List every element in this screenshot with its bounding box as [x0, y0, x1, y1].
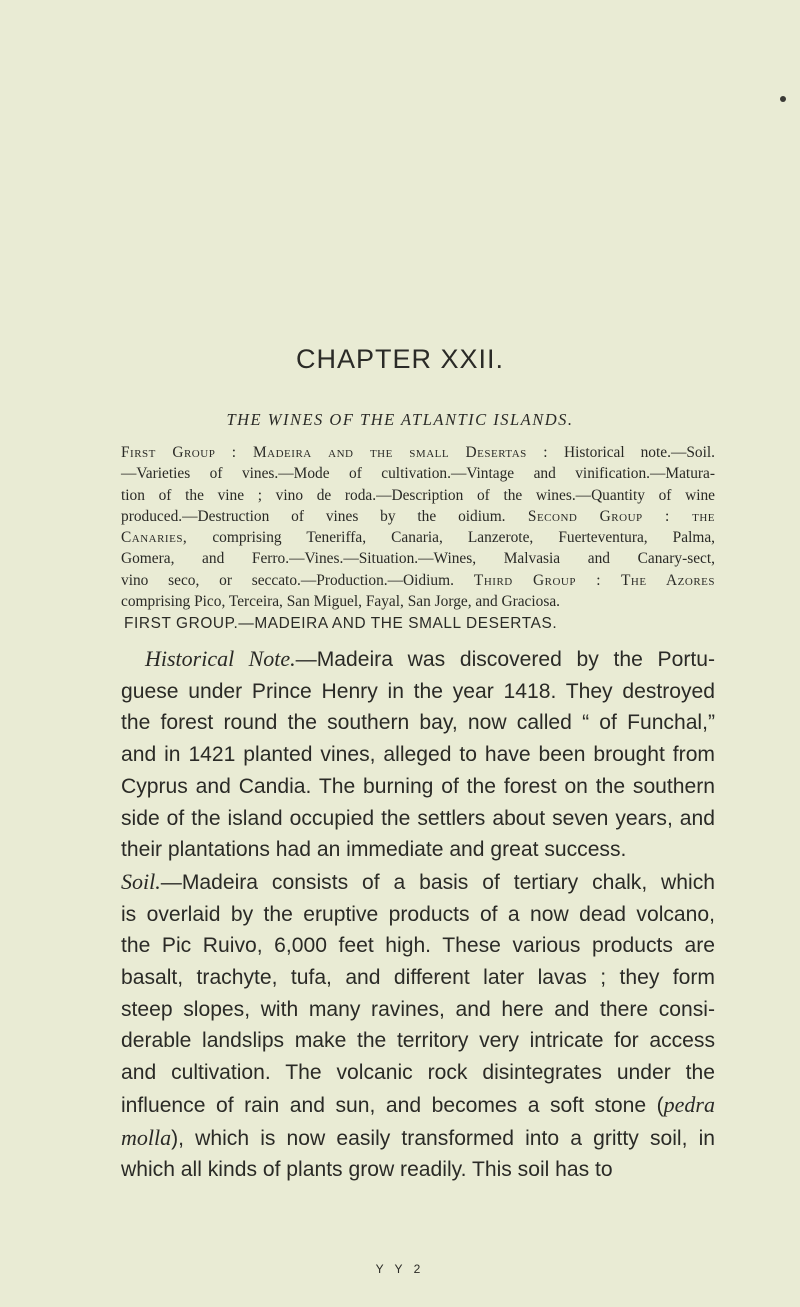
- body-line: [121, 1122, 715, 1155]
- body-line: [121, 1057, 715, 1089]
- summary-line-segment: produced.—Destruction of vines by the oidium.: [121, 507, 506, 525]
- body-line-segment: ), which is now easily transformed into a gritty soil, in: [171, 1126, 715, 1150]
- body-line: [121, 1154, 715, 1186]
- body-line: [121, 803, 715, 835]
- summary-line: [121, 463, 715, 484]
- body-line-segment: side of the island occupied the settlers about seven years, and: [121, 806, 715, 830]
- summary-line: [121, 506, 715, 527]
- summary-line: [121, 485, 715, 506]
- body-line-segment: and in 1421 planted vines, alleged to have been brought from: [121, 743, 715, 767]
- body-line: [121, 930, 715, 962]
- body-line-segment: molla: [121, 1124, 172, 1150]
- summary-line: [121, 442, 715, 463]
- body-line: [121, 899, 715, 931]
- body-line: [121, 866, 715, 899]
- body-line: [121, 1089, 715, 1122]
- body-line: [121, 739, 715, 771]
- body-line-segment: the Pic Ruivo, 6,000 feet high. These various products are: [121, 934, 715, 958]
- body-line: [121, 834, 715, 866]
- summary-line-segment: Canaries,: [121, 529, 188, 547]
- body-line-segment: steep slopes, with many ravines, and here and there consi-: [121, 997, 715, 1021]
- body-line-segment: —Madeira consists of a basis of tertiary chalk, which: [160, 870, 715, 894]
- chapter-title: CHAPTER XXII.: [295, 344, 505, 374]
- summary-line: [121, 591, 715, 612]
- summary-line-segment: —Varieties of vines.—Mode of cultivation.—Vintage and vinification.—Matura-: [121, 465, 715, 483]
- summary-line-segment: Third Group : The Azores: [453, 571, 715, 589]
- summary-line-segment: Second Group : the: [505, 507, 715, 525]
- body-line-segment: Soil.: [121, 868, 161, 894]
- body-line-segment: is overlaid by the eruptive products of a now dead volcano,: [121, 902, 715, 926]
- body-line-segment: which all kinds of plants grow readily. This soil has to: [121, 1158, 613, 1182]
- summary-line-segment: Historical note.—Soil.: [548, 444, 716, 461]
- body-line: [121, 962, 715, 994]
- summary-line: [121, 570, 715, 591]
- body-line-segment: the forest round the southern bay, now called “ of Funchal,”: [121, 711, 715, 735]
- signature-mark: Y Y 2: [375, 1262, 425, 1276]
- body-line-segment: influence of rain and sun, and becomes a soft stone (: [121, 1093, 664, 1117]
- summary-line-segment: First Group : Madeira and the small Desertas :: [121, 444, 549, 461]
- summary-line-segment: Gomera, and Ferro.—Vines.—Situation.—Wines, Malvasia and Canary-sect,: [121, 550, 715, 568]
- body-line: [121, 643, 715, 676]
- summary-line-segment: comprising Teneriffa, Canaria, Lanzerote, Fuerteventura, Palma,: [187, 529, 715, 547]
- summary-line-segment: comprising Pico, Terceira, San Miguel, Fayal, San Jorge, and Graciosa.: [121, 593, 561, 611]
- body-line-segment: pedra: [663, 1091, 715, 1117]
- body-line-segment: Cyprus and Candia. The burning of the forest on the southern: [121, 774, 715, 798]
- body-line-segment: Historical Note.: [145, 646, 296, 671]
- summary-line-segment: vino seco, or seccato.—Production.—Oidium.: [121, 571, 454, 589]
- ink-spot: [780, 96, 786, 102]
- summary-line-segment: tion of the vine ; vino de roda.—Description of the wines.—Quantity of wine: [121, 486, 715, 504]
- body-line-segment: basalt, trachyte, tufa, and different later lavas ; they form: [121, 966, 715, 990]
- body-line-segment: —Madeira was discovered by the Portu-: [295, 648, 715, 671]
- body-line-segment: derable landslips make the territory very intricate for access: [121, 1029, 715, 1053]
- body-text: [121, 643, 715, 1186]
- body-line-segment: guese under Prince Henry in the year 1418. They destroyed: [121, 679, 715, 703]
- summary-line: [121, 548, 715, 569]
- body-line-segment: their plantations had an immediate and great success.: [121, 838, 627, 862]
- body-line: [121, 676, 715, 708]
- body-line: [121, 771, 715, 803]
- body-line: [121, 1025, 715, 1057]
- summary-line: [121, 527, 715, 548]
- body-line: [121, 994, 715, 1026]
- section-heading: FIRST GROUP.—MADEIRA AND THE SMALL DESERTAS.: [124, 615, 558, 632]
- chapter-subtitle: THE WINES OF THE ATLANTIC ISLANDS.: [226, 410, 574, 429]
- chapter-summary: [121, 442, 715, 612]
- body-line: [121, 707, 715, 739]
- body-line-segment: and cultivation. The volcanic rock disintegrates under the: [121, 1061, 715, 1085]
